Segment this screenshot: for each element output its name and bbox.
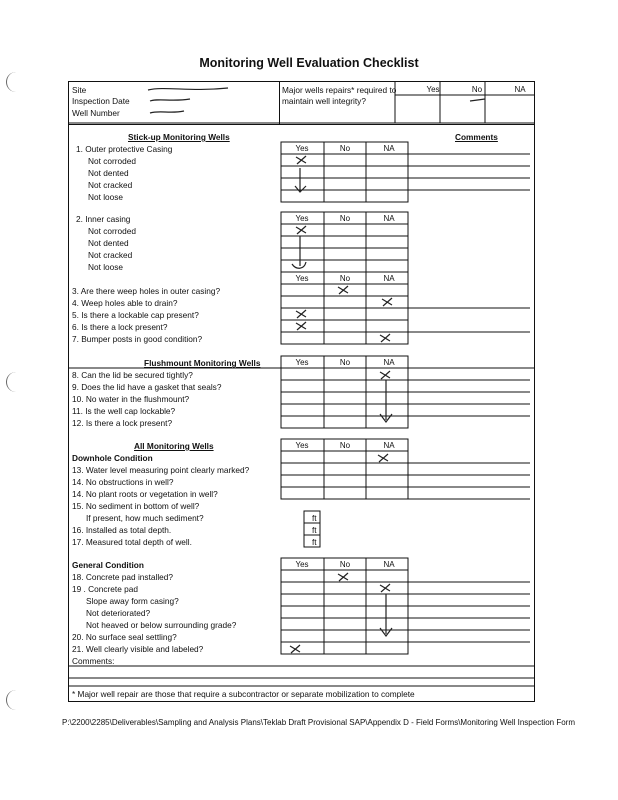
flush-item-11: 11. Is the well cap lockable?	[72, 406, 176, 416]
stickup-item-2c: Not cracked	[88, 250, 133, 260]
stickup-item-2b: Not dented	[88, 238, 129, 248]
stickup-item-2: 2. Inner casing	[76, 214, 131, 224]
gen-item-18: 18. Concrete pad installed?	[72, 572, 174, 582]
col-yes-4: Yes	[295, 358, 309, 367]
stickup-item-4: 4. Weep holes able to drain?	[72, 298, 178, 308]
major-no-header: No	[471, 85, 483, 94]
ft-unit-installed: ft	[312, 525, 317, 535]
flushmount-heading: Flushmount Monitoring Wells	[144, 358, 261, 368]
flush-item-8: 8. Can the lid be secured tightly?	[72, 370, 193, 380]
table-grid	[68, 81, 534, 686]
stickup-item-1b: Not dented	[88, 168, 129, 178]
all-item-16: 16. Installed as total depth.	[72, 525, 172, 535]
major-repairs-question: Major wells repairs* required to maintain well integrity?	[282, 85, 397, 106]
gen-item-20: 20. No surface seal settling?	[72, 632, 177, 642]
flush-item-12: 12. Is there a lock present?	[72, 418, 173, 428]
stickup-item-7: 7. Bumper posts in good condition?	[72, 334, 203, 344]
col-na-6: NA	[383, 560, 395, 569]
col-no-2: No	[339, 214, 351, 223]
col-na-5: NA	[383, 441, 395, 450]
site-label: Site	[72, 85, 87, 95]
col-yes-3: Yes	[295, 274, 309, 283]
footnote: * Major well repair are those that require a subcontractor or separate mobilization to complete	[72, 689, 415, 699]
col-na-3: NA	[383, 274, 395, 283]
stickup-item-6: 6. Is there a lock present?	[72, 322, 168, 332]
gen-item-19c: Not heaved or below surrounding grade?	[86, 620, 237, 630]
all-item-sediment: If present, how much sediment?	[86, 513, 204, 523]
col-yes-2: Yes	[295, 214, 309, 223]
col-na-1: NA	[383, 144, 395, 153]
all-item-15: 15. No sediment in bottom of well?	[72, 501, 200, 511]
stickup-item-5: 5. Is there a lockable cap present?	[72, 310, 199, 320]
major-na-header: NA	[514, 85, 526, 94]
gen-item-19: 19 . Concrete pad	[72, 584, 138, 594]
stickup-item-2d: Not loose	[88, 262, 124, 272]
footer-file-path: P:\2200\2285\Deliverables\Sampling and Analysis Plans\Teklab Draft Provisional SAP\Appendix D - Field Forms\Monitoring Well Inspection Form	[62, 718, 575, 727]
downhole-heading: Downhole Condition	[72, 453, 153, 463]
flush-item-10: 10. No water in the flushmount?	[72, 394, 190, 404]
stickup-item-1a: Not corroded	[88, 156, 136, 166]
col-no-3: No	[339, 274, 351, 283]
col-na-4: NA	[383, 358, 395, 367]
general-heading: General Condition	[72, 560, 144, 570]
col-yes-6: Yes	[295, 560, 309, 569]
comments-heading: Comments	[455, 132, 498, 142]
col-no-4: No	[339, 358, 351, 367]
col-no-1: No	[339, 144, 351, 153]
gen-item-19a: Slope away form casing?	[86, 596, 179, 606]
col-yes-1: Yes	[295, 144, 309, 153]
stickup-heading: Stick-up Monitoring Wells	[128, 132, 230, 142]
col-na-2: NA	[383, 214, 395, 223]
flush-item-9: 9. Does the lid have a gasket that seals?	[72, 382, 222, 392]
all-item-14a: 14. No obstructions in well?	[72, 477, 174, 487]
all-item-14b: 14. No plant roots or vegetation in well?	[72, 489, 218, 499]
stickup-item-1: 1. Outer protective Casing	[76, 144, 173, 154]
gen-item-21: 21. Well clearly visible and labeled?	[72, 644, 204, 654]
allwells-heading: All Monitoring Wells	[134, 441, 214, 451]
all-item-17: 17. Measured total depth of well.	[72, 537, 192, 547]
stickup-item-1d: Not loose	[88, 192, 124, 202]
page-title: Monitoring Well Evaluation Checklist	[199, 56, 419, 70]
ft-unit-measured: ft	[312, 537, 317, 547]
major-yes-header: Yes	[426, 85, 440, 94]
handwritten-marks	[148, 88, 485, 653]
inspection-date-label: Inspection Date	[72, 96, 130, 106]
stickup-item-2a: Not corroded	[88, 226, 136, 236]
ft-unit-sediment: ft	[312, 513, 317, 523]
well-number-label: Well Number	[72, 108, 120, 118]
col-no-5: No	[339, 441, 351, 450]
gen-item-19b: Not deteriorated?	[86, 608, 151, 618]
gen-comments-label: Comments:	[72, 656, 115, 666]
stickup-item-1c: Not cracked	[88, 180, 133, 190]
col-no-6: No	[339, 560, 351, 569]
stickup-item-3: 3. Are there weep holes in outer casing?	[72, 286, 221, 296]
col-yes-5: Yes	[295, 441, 309, 450]
all-item-13: 13. Water level measuring point clearly marked?	[72, 465, 250, 475]
